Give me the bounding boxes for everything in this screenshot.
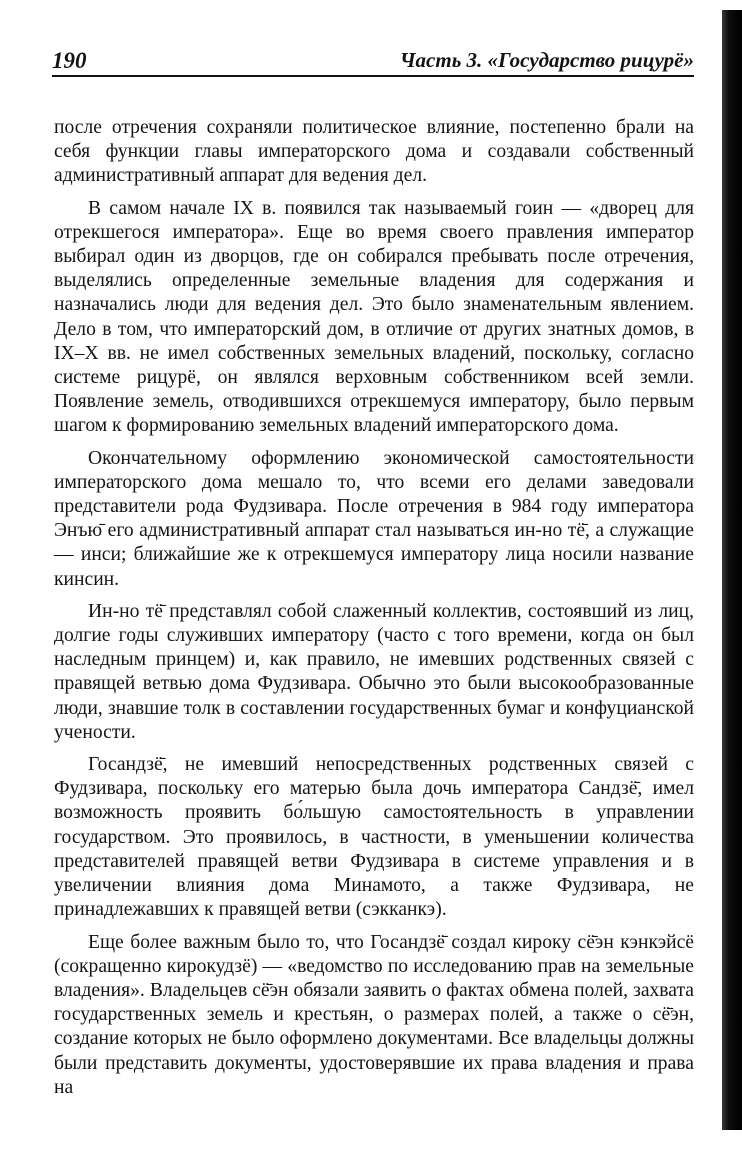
running-title: Часть 3. «Государство рицурё» (399, 48, 694, 72)
paragraph: Окончательному оформлению экономической самостоятельности императорского дома мешало то, что всеми его делами заведовали представители рода Фудзивара. После отречения в 984 году императора Энъю̄ его административный аппарат стал называться ин-но тё̄, а служащие — инси; ближайшие же к отрекшемуся императору лица носили название кинсин. (54, 447, 694, 590)
paragraph: Ин-но тё̄ представлял собой слаженный коллектив, состоявший из лиц, долгие годы служивших императору (часто с того времени, когда он был наследным принцем) и, как правило, не имевших родственных связей с правящей ветвью дома Фудзивара. Обычно это были высокообразованные люди, знавшие толк в составлении государственных бумаг и конфуцианской учености. (54, 600, 694, 743)
paragraph: Госандзё̄, не имевший непосредственных родственных связей с Фудзивара, поскольку его матерью была дочь императора Сандзё̄, имел возможность проявить бо́льшую самостоятельность в управлении государством. Это проявилось, в частности, в уменьшении количества представителей правящей ветви Фудзивара в системе управления и в увеличении влияния дома Минамото, а также Фудзивара, не принадлежавших к правящей ветви (сэкканкэ). (54, 754, 694, 921)
paragraph: после отречения сохраняли политическое влияние, постепенно брали на себя функции главы императорского дома и создавали собственный административный аппарат для ведения дел. (54, 117, 694, 187)
paragraph: Еще более важным было то, что Госандзё̄ создал кироку сё̄эн кэнкэйсё (сокращенно кирокудзё) — «ведомство по исследованию прав на земельные владения». Владельцев сё̄эн обязали заявить о фактах обмена полей, захвата государственных земель и крестьян, о размерах полей, а также о сё̄эн, создание которых не было оформлено документами. Все владельцы должны были представить документы, удостоверявшие их права владения и права на (54, 931, 694, 1098)
header-rule (52, 75, 694, 77)
page-number: 190 (52, 48, 87, 73)
paragraph: В самом начале IX в. появился так называемый гоин — «дворец для отрекшегося императора». Еще во время своего правления император выбирал один из дворцов, где он собирался пребывать после отречения, выделялись определенные земельные владения для содержания и назначались люди для ведения дел. Это было знаменательным явлением. Дело в том, что императорский дом, в отличие от других знатных домов, в IX–X вв. не имел собственных земельных владений, поскольку, согласно системе рицурё, он являлся верховным собственником всей земли. Появление земель, отводившихся отрекшемуся императору, было первым шагом к формированию земельных владений императорского дома. (54, 197, 694, 437)
text-body (54, 116, 694, 1100)
scan-edge-shadow (722, 10, 742, 1130)
page-header (52, 44, 694, 76)
